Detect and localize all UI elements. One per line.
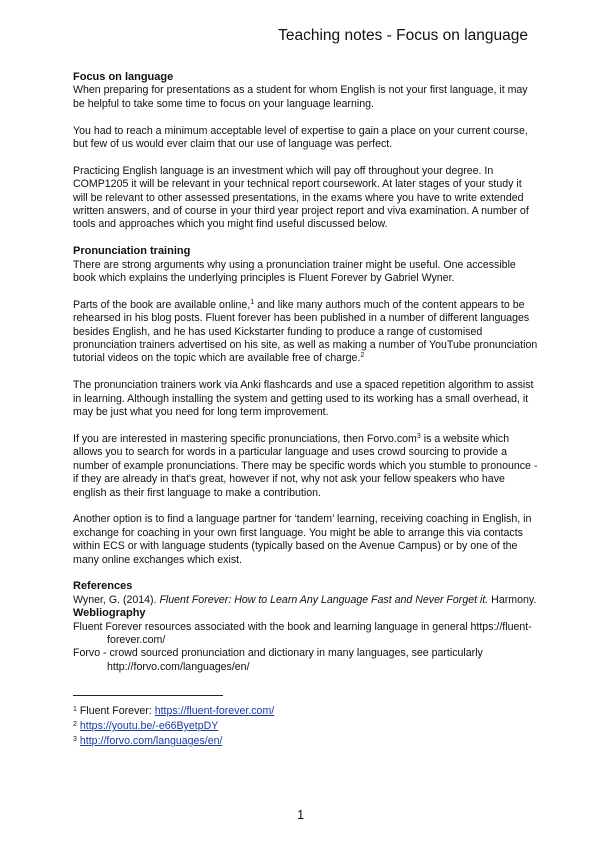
heading-focus-on-language: Focus on language bbox=[73, 71, 174, 83]
webliography-item: Forvo - crowd sourced pronunciation and dictionary in many languages, see particularly http://forvo.com/languages/en/ bbox=[73, 647, 483, 673]
text: is a website which allows you to search for words in a particular language and uses crowd sourcing to provide a number of example pronunciations. There may be specific words which you stumble to pronounce - if they are already in that's great, however if not, why not ask your fellow speakers who have english as their first language to make a contribution. bbox=[73, 432, 538, 499]
reference-entry bbox=[73, 594, 538, 607]
document-body bbox=[73, 71, 538, 674]
footnote-divider bbox=[73, 695, 223, 696]
heading-webliography: Webliography bbox=[73, 607, 146, 620]
paragraph: When preparing for presentations as a student for whom English is not your first language, it may be helpful to take some time to focus on your language learning. bbox=[73, 84, 528, 110]
text: Parts of the book are available online, bbox=[73, 298, 251, 311]
document-header-title: Teaching notes - Focus on language bbox=[278, 27, 528, 44]
paragraph bbox=[73, 299, 538, 366]
footnote-ref[interactable]: 1 bbox=[250, 298, 255, 306]
webliography-item: Fluent Forever resources associated with the book and learning language in general https://fluent-forever.com/ bbox=[73, 620, 532, 646]
reference-publisher: Harmony. bbox=[488, 593, 537, 606]
text: and like many authors much of the content appears to be rehearsed in his blog posts. Fluent forever has been published in a number of different languages besides English, and he has used Kickstarter funding to produce a range of customised pronunciation trainers advertised on his site, as well as making a number of YouTube pronunciation tutorial videos on the topic which are available free of charge. bbox=[73, 298, 538, 365]
footnote-ref[interactable]: 3 bbox=[416, 432, 421, 440]
footnote-text: Fluent Forever: bbox=[79, 705, 155, 717]
footnote bbox=[73, 733, 274, 748]
heading-references: References bbox=[73, 580, 133, 593]
footnote-number: 1 bbox=[73, 706, 77, 713]
paragraph: You had to reach a minimum acceptable level of expertise to gain a place on your current course, but few of us would ever claim that our use of language was perfect. bbox=[73, 124, 528, 151]
page-number: 1 bbox=[297, 807, 305, 822]
paragraph: Another option is to find a language partner for ‘tandem’ learning, receiving coaching in English, in exchange for coaching in your own first language. You might be able to arrange this via contacts within ECS or with language students (typically based on the Avenue Campus) or by one of the many online exchanges which exist. bbox=[73, 513, 532, 566]
footnote-link[interactable]: http://forvo.com/languages/en/ bbox=[79, 735, 223, 747]
footnote-number: 3 bbox=[73, 736, 77, 743]
footnote bbox=[73, 703, 274, 718]
footnote-link[interactable]: https://fluent-forever.com/ bbox=[154, 705, 275, 717]
footnote-link[interactable]: https://youtu.be/-e66ByetpDY bbox=[79, 720, 219, 732]
paragraph: Practicing English language is an investment which will pay off throughout your degree. In COMP1205 it will be relevant in your technical report coursework. At later stages of your study it will be relevant to other assessed presentations, in the exams where you have to write extended written answers, and of course in your third year project report and viva examination. A number of tools and approaches which you might find useful discussed below. bbox=[73, 164, 529, 231]
reference-author: Wyner, G. (2014). bbox=[73, 593, 160, 606]
reference-title: Fluent Forever: How to Learn Any Language Fast and Never Forget it. bbox=[159, 593, 489, 606]
footnote-number: 2 bbox=[73, 721, 77, 728]
heading-pronunciation-training: Pronunciation training bbox=[73, 245, 191, 258]
paragraph: There are strong arguments why using a pronunciation trainer might be useful. One accessible book which explains the underlying principles is Fluent Forever by Gabriel Wyner. bbox=[73, 258, 516, 285]
text: If you are interested in mastering specific pronunciations, then Forvo.com bbox=[73, 432, 417, 445]
paragraph bbox=[73, 433, 538, 500]
footnote-ref[interactable]: 2 bbox=[360, 352, 365, 360]
footnote bbox=[73, 718, 274, 733]
paragraph: The pronunciation trainers work via Anki flashcards and use a spaced repetition algorithm to assist in learning. Although installing the system and getting used to its working has a small overhead, it may be just what you need for long term improvement. bbox=[73, 379, 534, 419]
footnotes bbox=[73, 703, 274, 748]
